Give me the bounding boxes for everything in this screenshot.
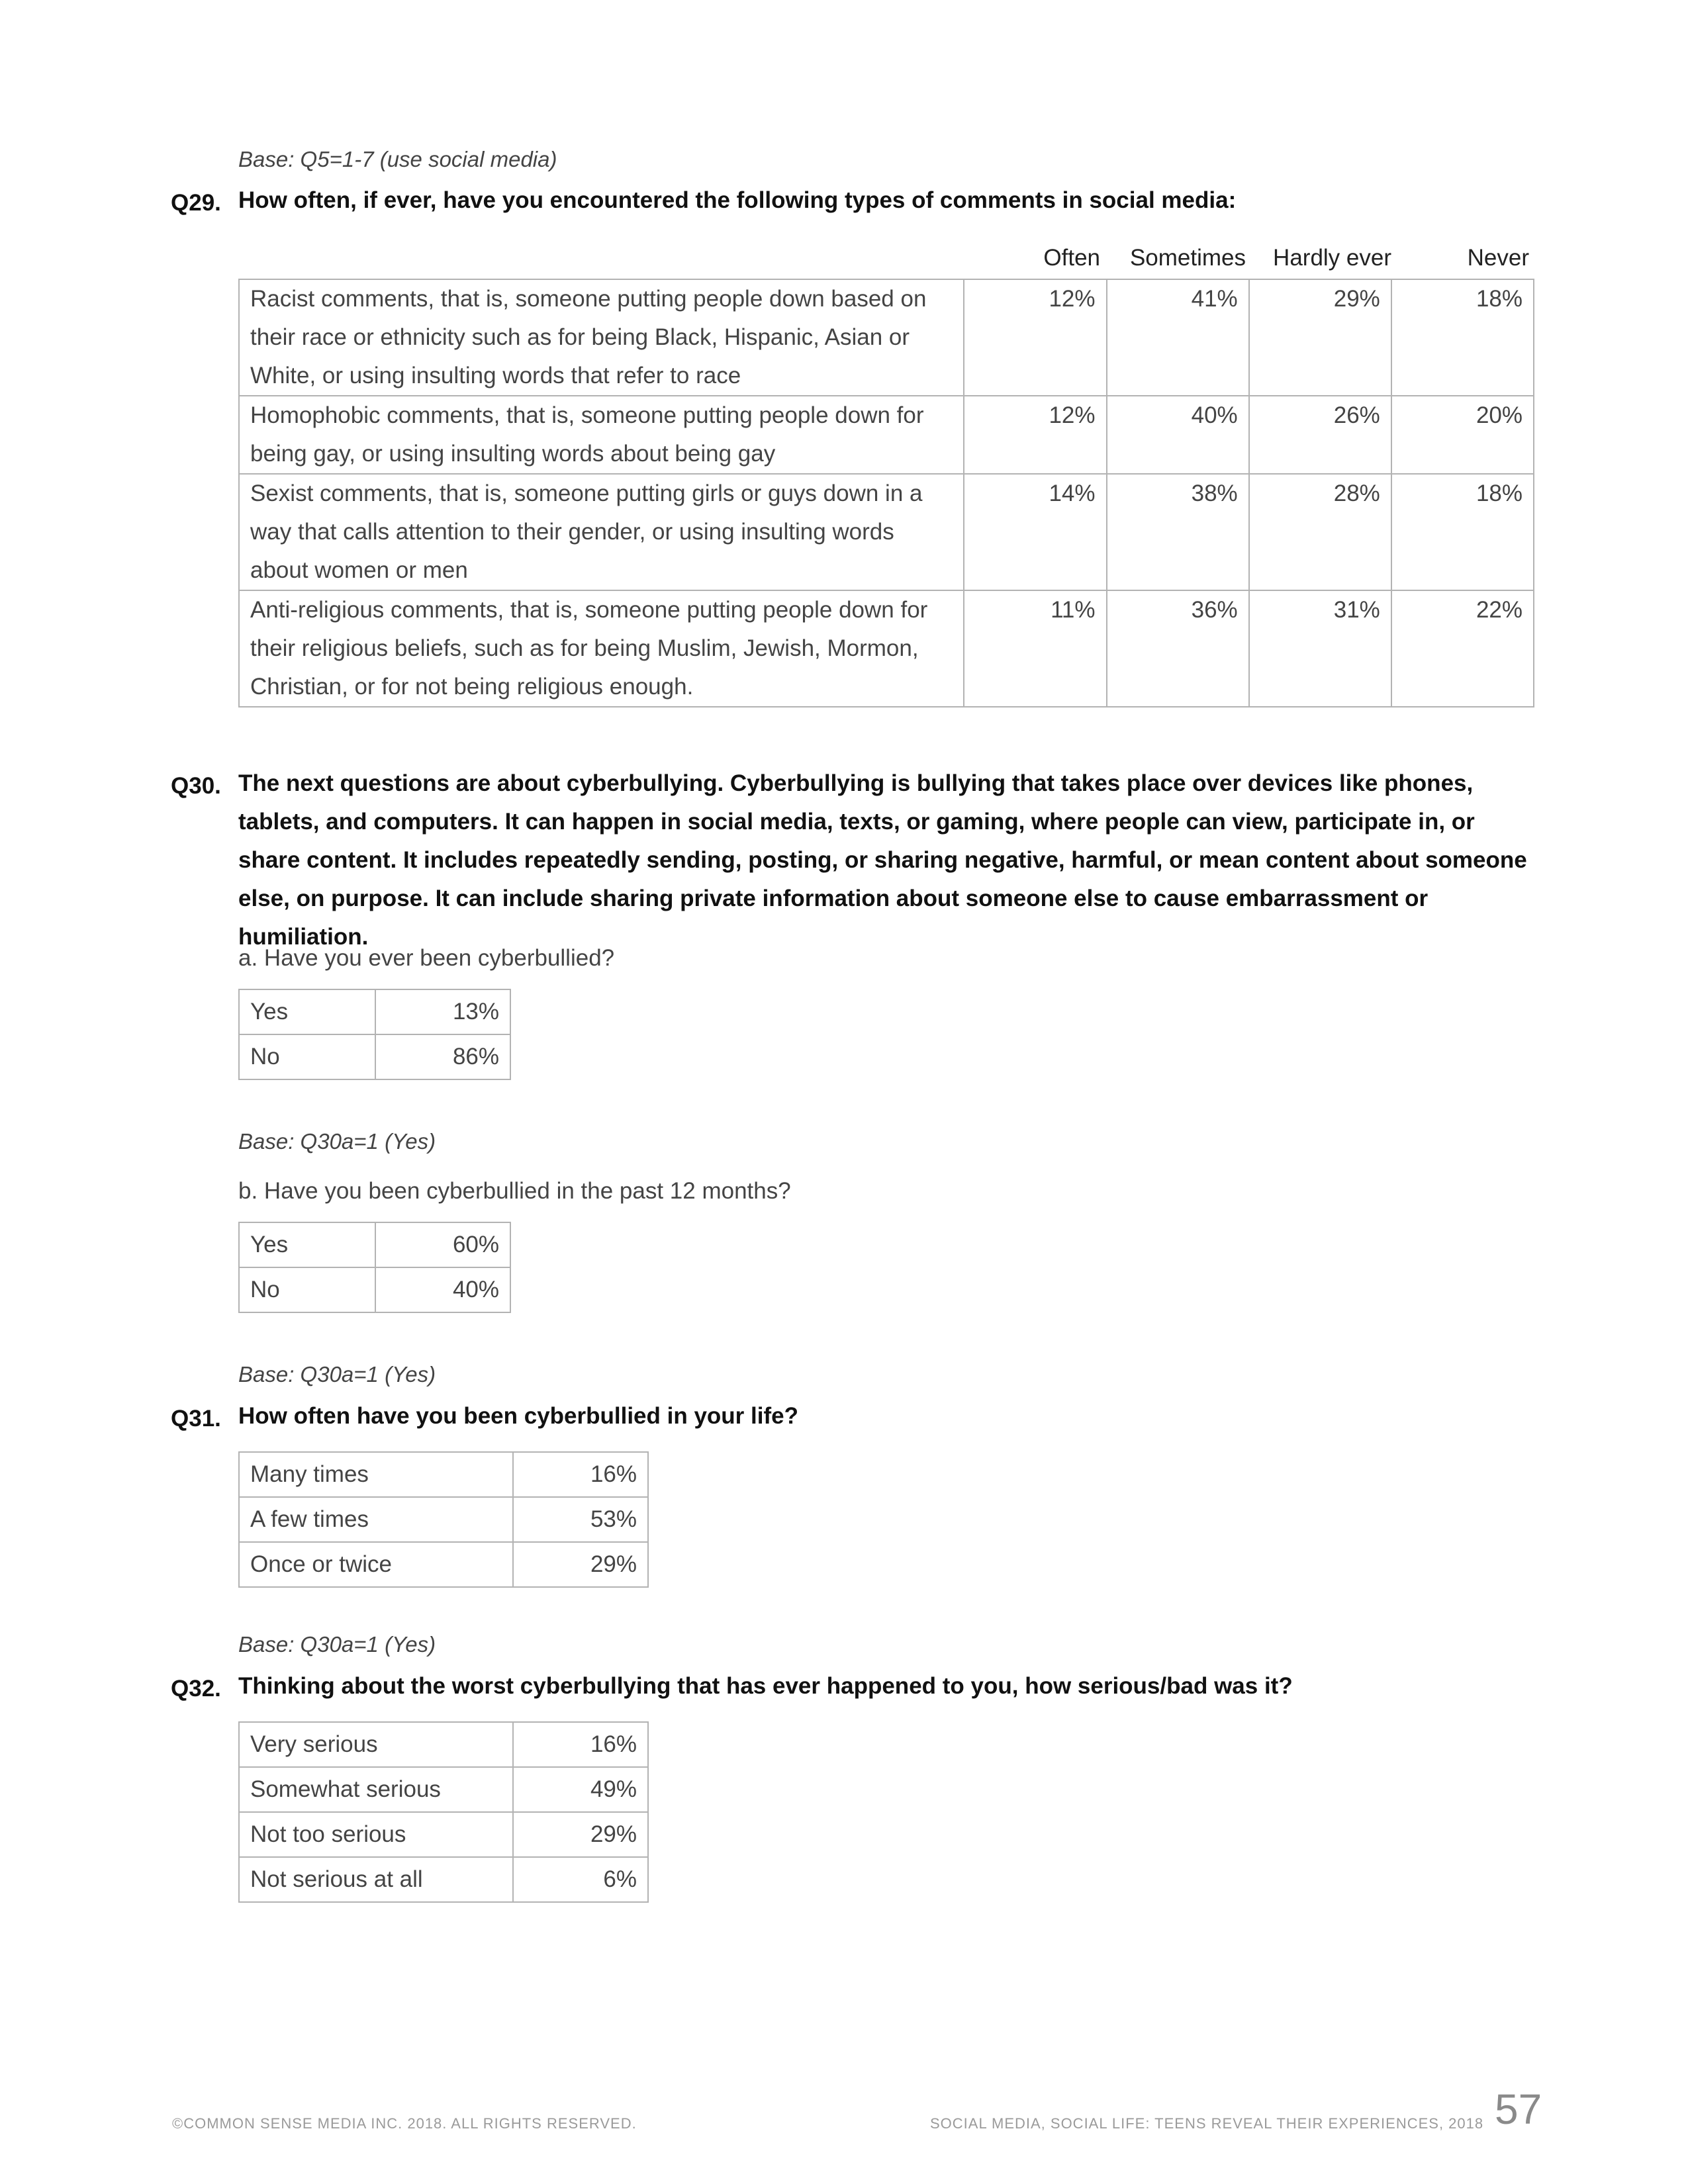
row-label: Anti-religious comments, that is, someone putting people down for their religious beliefs, such as for being Muslim, Jewish, Mormon, Christian, or for not being religious enough. bbox=[239, 590, 964, 707]
table-row bbox=[239, 474, 1534, 590]
q31-table bbox=[238, 1451, 649, 1588]
q31-number: Q31. bbox=[171, 1406, 221, 1432]
cell-sometimes: 41% bbox=[1107, 279, 1249, 396]
q30a-question: a. Have you ever been cyberbullied? bbox=[238, 945, 615, 971]
q32-number: Q32. bbox=[171, 1676, 221, 1702]
cell-sometimes: 36% bbox=[1107, 590, 1249, 707]
row-label: No bbox=[239, 1034, 375, 1079]
cell-never: 18% bbox=[1391, 279, 1534, 396]
q30-number: Q30. bbox=[171, 773, 221, 799]
row-value: 16% bbox=[513, 1452, 648, 1497]
row-value: 60% bbox=[375, 1222, 510, 1267]
row-label: Somewhat serious bbox=[239, 1767, 513, 1812]
row-label: Not serious at all bbox=[239, 1857, 513, 1902]
table-row bbox=[239, 1812, 648, 1857]
q29-table bbox=[238, 279, 1534, 707]
q30b-question: b. Have you been cyberbullied in the past 12 months? bbox=[238, 1178, 791, 1204]
table-row bbox=[239, 1452, 648, 1497]
row-value: 49% bbox=[513, 1767, 648, 1812]
row-label: A few times bbox=[239, 1497, 513, 1542]
cell-never: 18% bbox=[1391, 474, 1534, 590]
row-label: Sexist comments, that is, someone putting girls or guys down in a way that calls attention to their gender, or using insulting words about women or men bbox=[239, 474, 964, 590]
q30b-base-note: Base: Q30a=1 (Yes) bbox=[238, 1129, 436, 1154]
cell-sometimes: 40% bbox=[1107, 396, 1249, 474]
q30b-table bbox=[238, 1222, 511, 1313]
table-row bbox=[239, 1497, 648, 1542]
cell-often: 14% bbox=[964, 474, 1106, 590]
footer-copyright: ©COMMON SENSE MEDIA INC. 2018. ALL RIGHTS RESERVED. bbox=[172, 2115, 637, 2132]
row-label: Many times bbox=[239, 1452, 513, 1497]
row-label: Racist comments, that is, someone putting people down based on their race or ethnicity such as for being Black, Hispanic, Asian or White, or using insulting words that refer to race bbox=[239, 279, 964, 396]
cell-often: 11% bbox=[964, 590, 1106, 707]
row-value: 29% bbox=[513, 1812, 648, 1857]
cell-hardly-ever: 28% bbox=[1249, 474, 1391, 590]
cell-often: 12% bbox=[964, 396, 1106, 474]
table-row bbox=[239, 590, 1534, 707]
q30a-table bbox=[238, 989, 511, 1080]
table-row bbox=[239, 989, 510, 1034]
table-row bbox=[239, 279, 1534, 396]
cell-sometimes: 38% bbox=[1107, 474, 1249, 590]
q29-col-header-never: Never bbox=[1467, 245, 1529, 271]
cell-never: 22% bbox=[1391, 590, 1534, 707]
q31-base-note: Base: Q30a=1 (Yes) bbox=[238, 1362, 436, 1387]
q32-base-note: Base: Q30a=1 (Yes) bbox=[238, 1632, 436, 1657]
row-label: No bbox=[239, 1267, 375, 1312]
cell-hardly-ever: 31% bbox=[1249, 590, 1391, 707]
page-number: 57 bbox=[1495, 2085, 1542, 2133]
row-label: Once or twice bbox=[239, 1542, 513, 1587]
row-value: 13% bbox=[375, 989, 510, 1034]
q29-col-header-often: Often bbox=[1043, 245, 1100, 271]
cell-hardly-ever: 26% bbox=[1249, 396, 1391, 474]
row-label: Not too serious bbox=[239, 1812, 513, 1857]
q29-col-header-hardly-ever: Hardly ever bbox=[1273, 245, 1391, 271]
cell-often: 12% bbox=[964, 279, 1106, 396]
q29-col-header-sometimes: Sometimes bbox=[1129, 245, 1246, 271]
table-row bbox=[239, 1542, 648, 1587]
row-label: Homophobic comments, that is, someone putting people down for being gay, or using insulting words about being gay bbox=[239, 396, 964, 474]
cell-hardly-ever: 29% bbox=[1249, 279, 1391, 396]
cell-never: 20% bbox=[1391, 396, 1534, 474]
table-row bbox=[239, 1267, 510, 1312]
row-label: Yes bbox=[239, 989, 375, 1034]
q32-question: Thinking about the worst cyberbullying that has ever happened to you, how serious/bad was it? bbox=[238, 1673, 1293, 1699]
table-row bbox=[239, 396, 1534, 474]
row-value: 40% bbox=[375, 1267, 510, 1312]
table-row bbox=[239, 1722, 648, 1767]
table-row bbox=[239, 1034, 510, 1079]
q29-question: How often, if ever, have you encountered the following types of comments in social media: bbox=[238, 187, 1237, 213]
footer-report-title: SOCIAL MEDIA, SOCIAL LIFE: TEENS REVEAL THEIR EXPERIENCES, 2018 bbox=[930, 2115, 1484, 2132]
row-value: 53% bbox=[513, 1497, 648, 1542]
table-row bbox=[239, 1857, 648, 1902]
row-value: 16% bbox=[513, 1722, 648, 1767]
table-row bbox=[239, 1222, 510, 1267]
row-label: Yes bbox=[239, 1222, 375, 1267]
q29-base-note: Base: Q5=1-7 (use social media) bbox=[238, 147, 557, 171]
q32-table bbox=[238, 1721, 649, 1903]
q30-question: The next questions are about cyberbullying. Cyberbullying is bullying that takes place over devices like phones, tablets, and computers. It can happen in social media, texts, or gaming, where people can view, participate in, or share content. It includes repeatedly sending, posting, or sharing negative, harmful, or mean content about someone else, on purpose. It can include sharing private information about someone else to cause embarrassment or humiliation. bbox=[238, 770, 1527, 950]
q31-question: How often have you been cyberbullied in your life? bbox=[238, 1403, 798, 1429]
row-value: 29% bbox=[513, 1542, 648, 1587]
row-value: 86% bbox=[375, 1034, 510, 1079]
row-value: 6% bbox=[513, 1857, 648, 1902]
q29-number: Q29. bbox=[171, 190, 221, 216]
row-label: Very serious bbox=[239, 1722, 513, 1767]
table-row bbox=[239, 1767, 648, 1812]
